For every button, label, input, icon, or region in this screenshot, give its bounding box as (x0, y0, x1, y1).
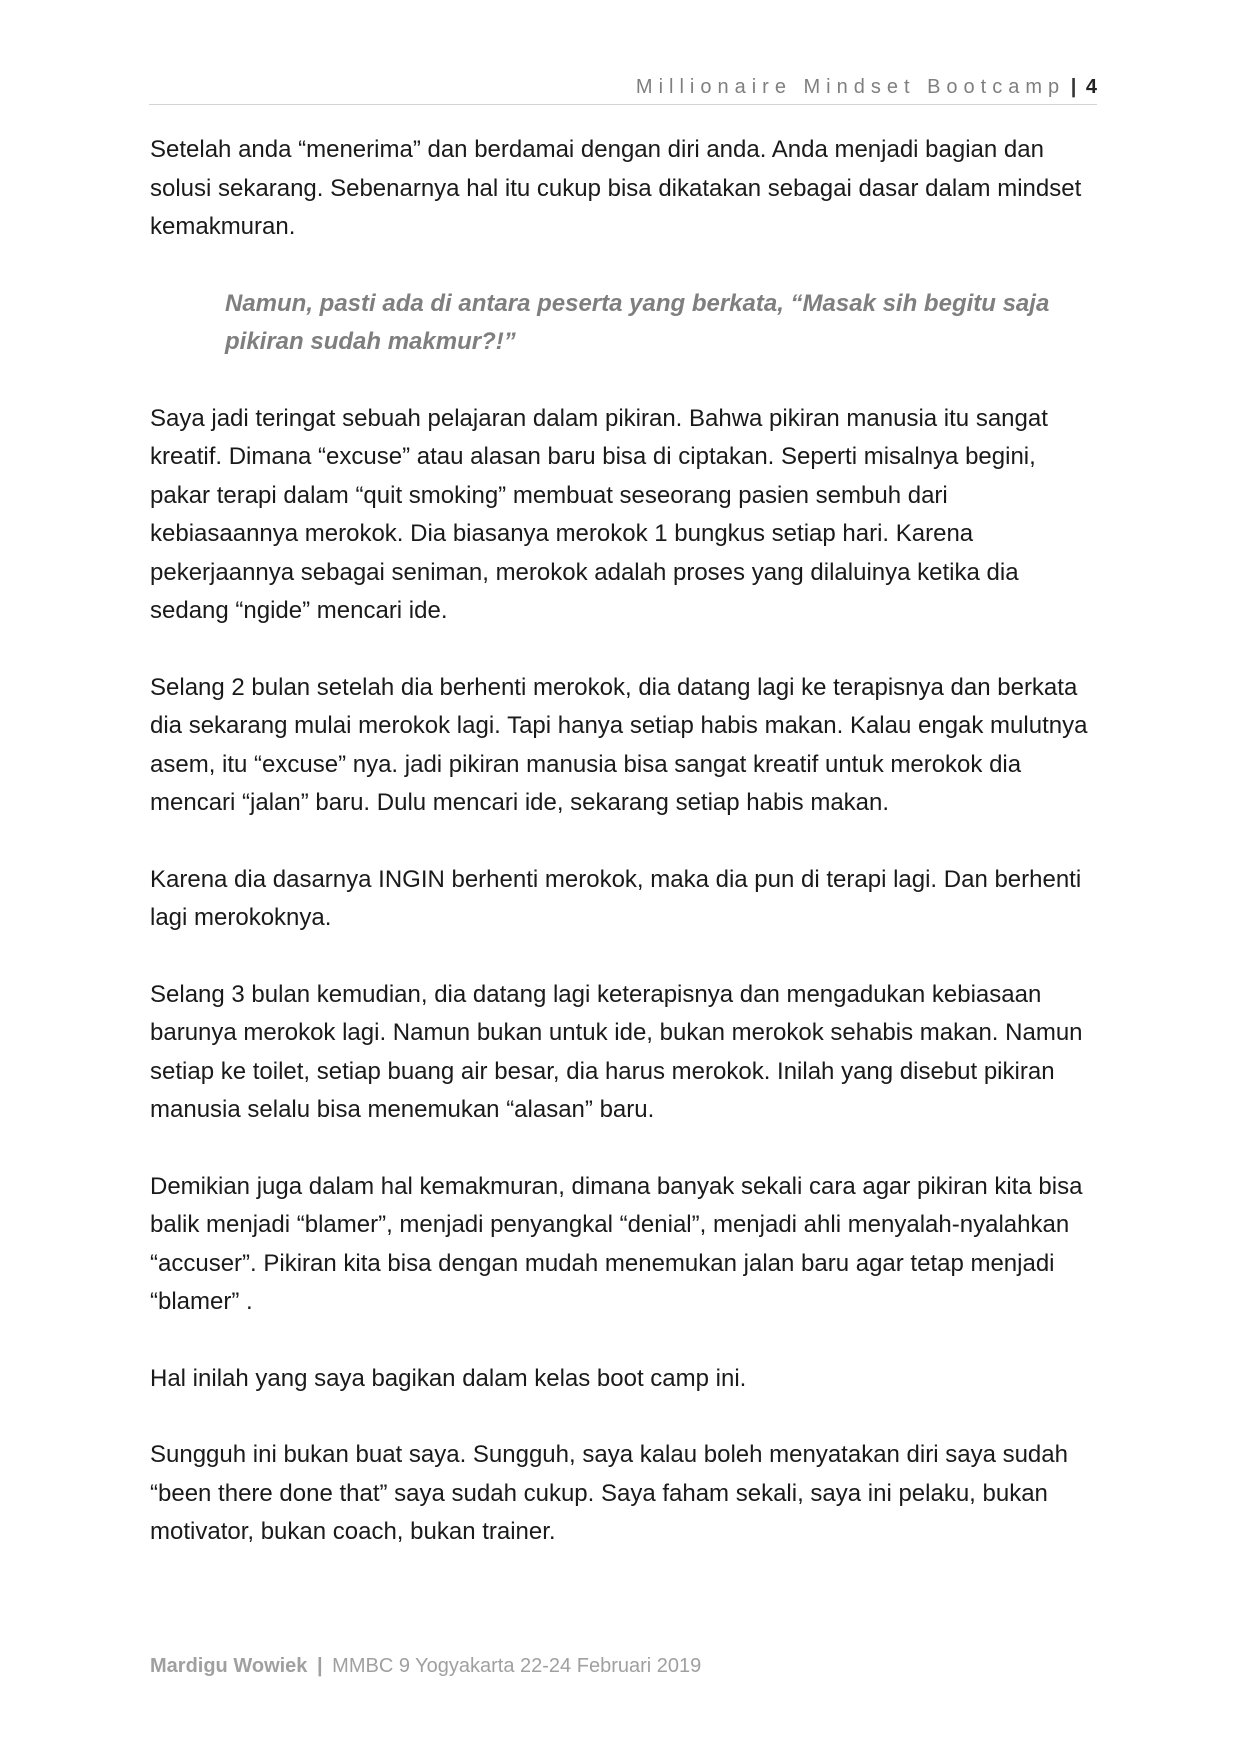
header-separator: | (1070, 76, 1077, 98)
page-number: 4 (1085, 76, 1097, 98)
header-text (636, 76, 1097, 99)
paragraph-4: Karena dia dasarnya INGIN berhenti merokok, maka dia pun di terapi lagi. Dan berhenti lagi merokoknya. (150, 865, 1082, 931)
paragraph-5: Selang 3 bulan kemudian, dia datang lagi keterapisnya dan mengadukan kebiasaan barunya merokok lagi. Namun bukan untuk ide, bukan merokok sehabis makan. Namun setiap ke toilet, setiap buang air besar, dia harus merokok. Inilah yang disebut pikiran manusia selalu bisa menemukan “alasan” baru. (150, 980, 1083, 1123)
footer-author: Mardigu Wowiek (150, 1655, 308, 1677)
page-header (149, 70, 1097, 105)
header-title: Millionaire Mindset Bootcamp (635, 76, 1066, 98)
pull-quote: Namun, pasti ada di antara peserta yang berkata, “Masak sih begitu saja pikiran sudah makmur?!” (225, 289, 1050, 355)
paragraph-2: Saya jadi teringat sebuah pelajaran dalam pikiran. Bahwa pikiran manusia itu sangat kreatif. Dimana “excuse” atau alasan baru bisa di ciptakan. Seperti misalnya begini, pakar terapi dalam “quit smoking” membuat seseorang pasien sembuh dari kebiasaannya merokok. Dia biasanya merokok 1 bungkus setiap hari. Karena pekerjaannya sebagai seniman, merokok adalah proses yang dilaluinya ketika dia sedang “ngide” mencari ide. (150, 404, 1048, 624)
footer-event: MMBC 9 Yogyakarta 22-24 Februari 2019 (332, 1655, 702, 1677)
page-footer (150, 1655, 701, 1678)
paragraph-8: Sungguh ini bukan buat saya. Sungguh, saya kalau boleh menyatakan diri saya sudah “been there done that” saya sudah cukup. Saya faham sekali, saya ini pelaku, bukan motivator, bukan coach, bukan trainer. (150, 1441, 1068, 1545)
paragraph-7: Hal inilah yang saya bagikan dalam kelas boot camp ini. (150, 1364, 747, 1392)
paragraph-1: Setelah anda “menerima” dan berdamai dengan diri anda. Anda menjadi bagian dan solusi sekarang. Sebenarnya hal itu cukup bisa dikatakan sebagai dasar dalam mindset kemakmuran. (150, 136, 1082, 240)
footer-separator: | (316, 1655, 323, 1677)
paragraph-6: Demikian juga dalam hal kemakmuran, dimana banyak sekali cara agar pikiran kita bisa balik menjadi “blamer”, menjadi penyangkal “denial”, menjadi ahli menyalah-nyalahkan “accuser”. Pikiran kita bisa dengan mudah menemukan jalan baru agar tetap menjadi “blamer” . (150, 1172, 1083, 1315)
page-body (150, 131, 1100, 1590)
paragraph-3: Selang 2 bulan setelah dia berhenti merokok, dia datang lagi ke terapisnya dan berkata dia sekarang mulai merokok lagi. Tapi hanya setiap habis makan. Kalau engak mulutnya asem, itu “excuse” nya. jadi pikiran manusia bisa sangat kreatif untuk merokok dia mencari “jalan” baru. Dulu mencari ide, sekarang setiap habis makan. (150, 673, 1088, 816)
